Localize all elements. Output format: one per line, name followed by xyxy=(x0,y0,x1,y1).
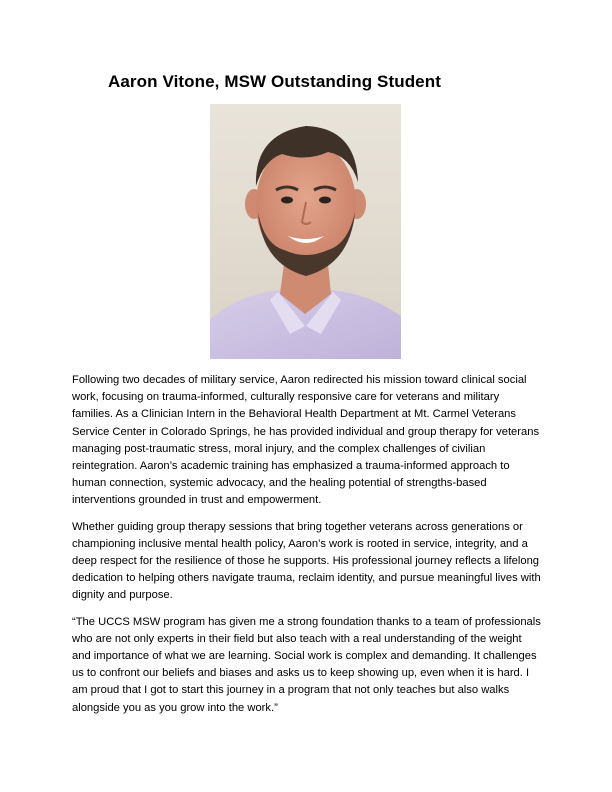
portrait-photo xyxy=(210,104,401,359)
paragraph-background: Following two decades of military service, Aaron redirected his mission toward clinical social work, focusing on trauma-informed, culturally responsive care for veterans and military families. As a Clinician Intern in the Behavioral Health Department at Mt. Carmel Veterans Service Center in Colorado Springs, he has provided individual and group therapy for veterans managing post-traumatic stress, moral injury, and the complex challenges of civilian reintegration. Aaron’s academic training has emphasized a trauma-informed approach to human connection, systemic advocacy, and the healing potential of strengths-based interventions grounded in trust and empowerment. xyxy=(72,374,540,507)
paragraph-work: Whether guiding group therapy sessions that bring together veterans across generations or championing inclusive mental health policy, Aaron’s work is rooted in service, integrity, and a deep respect for the resilience of those he supports. His professional journey reflects a lifelong dedication to helping others navigate trauma, reclaim identity, and pursue meaningful lives with dignity and purpose. xyxy=(72,520,541,602)
page-title: Aaron Vitone, MSW Outstanding Student xyxy=(108,72,441,91)
biography xyxy=(72,372,542,726)
paragraph-quote: “The UCCS MSW program has given me a strong foundation thanks to a team of professionals who are not only experts in their field but also teach with a real understanding of the weight and importance of what we are learning. Social work is complex and demanding. It challenges us to confront our beliefs and biases and asks us to keep showing up, even when it is hard. I am proud that I got to start this journey in a program that not only teaches but also walks alongside you as you grow into the work.” xyxy=(72,615,541,714)
portrait-illustration xyxy=(210,104,401,359)
